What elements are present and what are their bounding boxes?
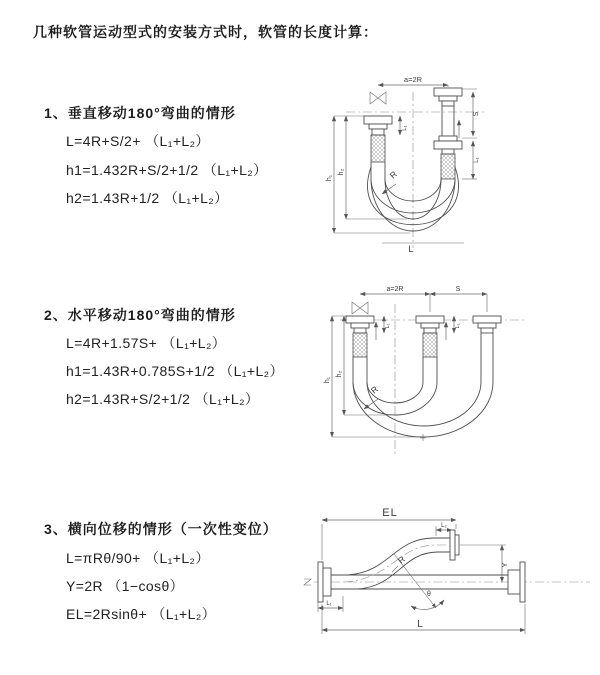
dim-label-h2: h₂ [336, 370, 343, 378]
section2-heading: 2、水平移动180°弯曲的情形 [44, 307, 236, 323]
section1-formula-l: L=4R+S/2+ （L₁+L₂） [66, 133, 210, 149]
radius-label: R [395, 553, 407, 566]
angle-label-theta: θ [427, 591, 431, 598]
right-flange-lower [434, 136, 462, 154]
right-flange-upper [434, 88, 462, 106]
radius-label: R [387, 168, 399, 181]
upper-flange [450, 530, 459, 560]
right-flange [473, 316, 501, 333]
diagram-lateral-displacement [298, 502, 598, 652]
section3-formula-l: L=πRθ/90+ （L₁+L₂） [66, 550, 210, 566]
left-flange [364, 116, 392, 135]
section2-formula-l: L=4R+1.57S+ （L₁+L₂） [66, 335, 227, 351]
section1-heading: 1、垂直移动180°弯曲的情形 [44, 105, 236, 121]
left-flange [346, 316, 374, 333]
dim-label-el: EL [382, 507, 398, 519]
dim-label-l1-mid: L₁ [455, 323, 461, 329]
dim-label-h1: h₁ [324, 376, 331, 384]
dim-label-l1-right: L₁ [474, 157, 480, 163]
section3-heading: 3、横向位移的情形（一次性变位） [44, 521, 278, 537]
left-braid-section [371, 135, 385, 162]
dim-label-a2r: a=2R [386, 286, 404, 293]
diagram2-svg [312, 282, 592, 472]
hose-s-curve [344, 538, 450, 589]
section2-formula-h2: h2=1.43R+S/2+1/2 （L₁+L₂） [66, 391, 260, 407]
radius-leader [382, 184, 396, 194]
right-flange [508, 562, 525, 602]
middle-braid-section [423, 333, 437, 357]
dim-label-a2r: a=2R [403, 75, 423, 84]
section1-formula-h2: h2=1.43R+1/2 （L₁+L₂） [66, 190, 229, 206]
valve-icon [370, 92, 386, 104]
diagram1-svg [312, 72, 592, 262]
left-flange [318, 562, 331, 602]
dim-label-l1-left: L₁ [385, 323, 391, 329]
angle-arc [411, 600, 444, 609]
centerline-break-mark [304, 579, 311, 585]
dim-label-l1: L₁ [326, 601, 332, 607]
right-pipe [442, 106, 454, 136]
middle-flange [416, 316, 444, 333]
dim-label-s: S [473, 111, 480, 117]
dim-label-l1-left: L₁ [402, 125, 408, 131]
radius-label: R [368, 383, 380, 396]
dim-label-y: Y [500, 562, 509, 568]
valve-icon [352, 302, 368, 314]
dim-label-l: L [417, 619, 423, 630]
diagram-horizontal-180-bend [312, 282, 592, 472]
section2-formula-h1: h1=1.43R+0.785S+1/2 （L₁+L₂） [66, 363, 284, 379]
dim-label-h1: h₁ [326, 174, 333, 182]
dim-label-h2: h₂ [338, 168, 345, 176]
radius-leader [364, 399, 378, 409]
page-title: 几种软管运动型式的安装方式时，软管的长度计算： [33, 24, 378, 40]
dim-label-l2: L₂ [441, 523, 447, 529]
dim-label-s: S [455, 286, 461, 293]
section3-formula-y: Y=2R （1−cosθ） [66, 578, 185, 594]
diagram-vertical-180-bend [312, 72, 592, 262]
length-label-l: L [408, 244, 414, 255]
diagram3-svg [298, 502, 598, 652]
section1-formula-h1: h1=1.432R+S/2+1/2 （L₁+L₂） [66, 162, 268, 178]
section3-formula-el: EL=2Rsinθ+ （L₁+L₂） [66, 606, 217, 622]
bottom-tick [420, 434, 426, 441]
left-braid-section [353, 333, 367, 357]
right-braid-section [441, 154, 455, 179]
